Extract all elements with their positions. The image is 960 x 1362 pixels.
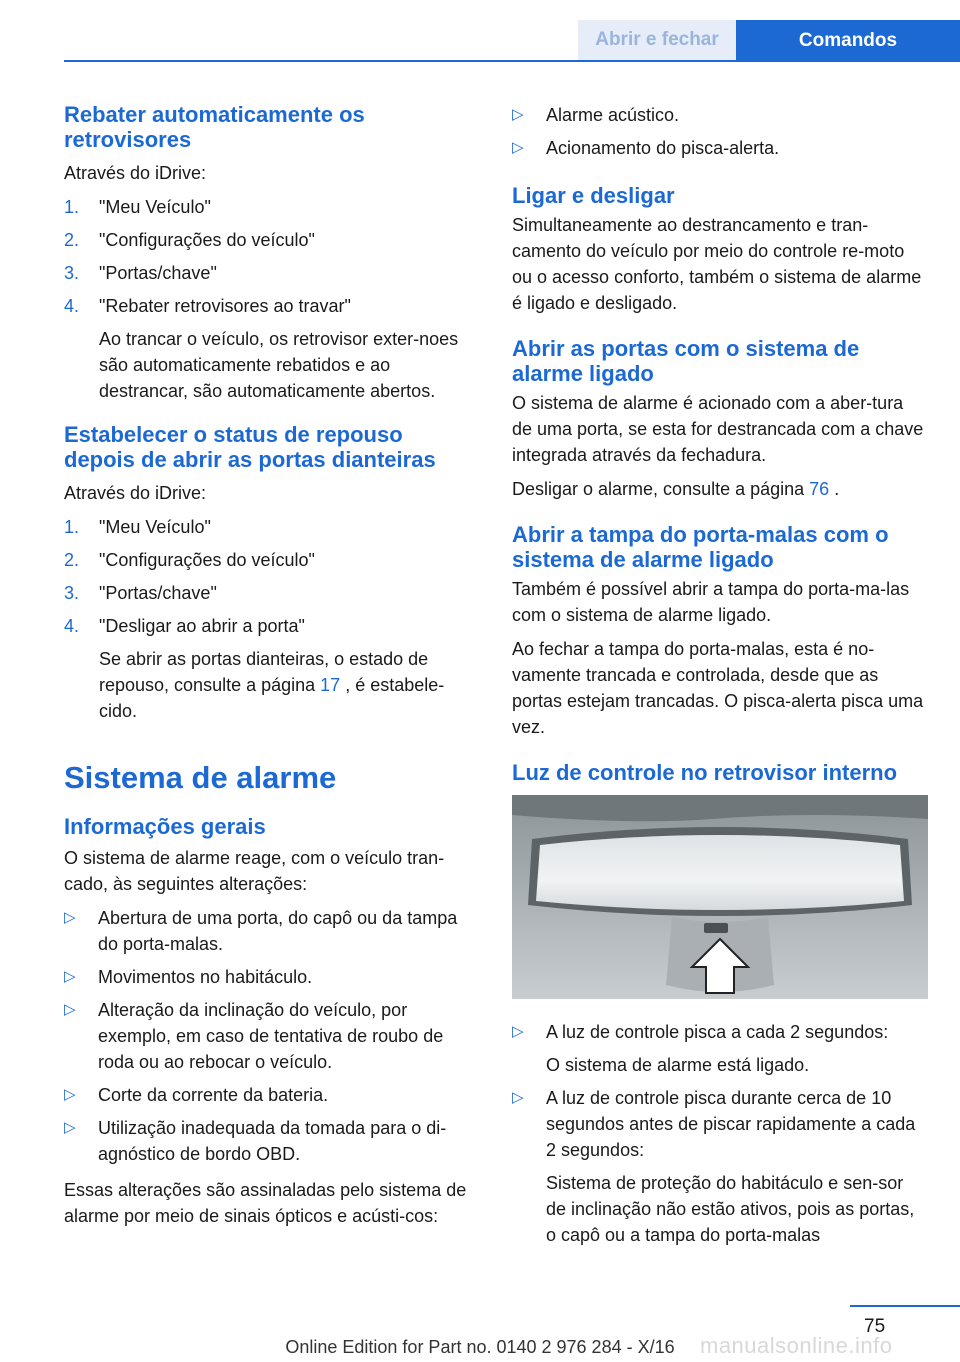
list-item: ▷ Alteração da inclinação do veículo, por exemplo, em caso de tentativa de roubo de roda ou ao rebocar o veículo. [64,997,478,1075]
tab-chapter: Comandos [736,20,960,62]
section-title-on-off: Ligar e desligar [512,183,675,208]
section-title-indicator: Luz de controle no retrovisor interno [512,760,898,785]
section-title-fold-mirrors: Rebater automaticamente os retrovisores [64,102,365,152]
list-item: ▷ Acionamento do pisca-alerta. [512,135,928,161]
step-item: 2. "Configurações do veículo" [64,550,315,570]
on-off-text: Simultaneamente ao destrancamento e tran-camento do veículo por meio do controle re-moto ou o acesso conforto, também o sistema de alarme é ligado e desligado. [512,215,922,313]
alarm-signals-list [512,102,928,161]
step-item: 1. "Meu Veículo" [64,517,211,537]
triangle-bullet-icon: ▷ [64,1086,76,1103]
step-note: Se abrir as portas dianteiras, o estado de repouso, consulte a página 17 , é estabele-cido. [99,649,445,721]
page-link-76[interactable]: 76 [809,479,830,499]
step-item: 4. "Desligar ao abrir a porta" Se abrir as portas dianteiras, o estado de repouso, consulte a página 17 , é estabele-cido. [64,613,478,724]
idrive-intro: Através do iDrive: [64,483,207,503]
step-item: 1. "Meu Veículo" [64,197,211,217]
trunk-text-1: Também é possível abrir a tampa do porta-ma-las com o sistema de alarme ligado. [512,579,910,625]
left-column [64,102,478,1237]
page-header [0,0,960,62]
section-title-rest-state: Estabelecer o status de repouso depois de abrir as portas dianteiras [64,422,436,472]
list-item: ▷ Alarme acústico. [512,102,928,128]
list-item: ▷ Movimentos no habitáculo. [64,964,478,990]
rearview-mirror-photo [512,795,928,999]
triangle-bullet-icon: ▷ [512,139,524,156]
open-doors-text: O sistema de alarme é acionado com a aber-tura de uma porta, se esta for destrancada com a chave integrada através da fechadura. [512,393,924,465]
step-item: 2. "Configurações do veículo" [64,230,315,250]
list-item: ▷ Abertura de uma porta, do capô ou da tampa do porta-malas. [64,905,478,957]
chapter-title-alarm: Sistema de alarme [64,760,337,795]
right-column [512,102,928,1258]
page-number-rule [850,1305,960,1307]
idrive-intro: Através do iDrive: [64,163,207,183]
steps-rest-state [64,514,478,724]
step-item: 3. "Portas/chave" [64,583,217,603]
disable-alarm-ref: Desligar o alarme, consulte a página 76 . [512,479,840,499]
triangle-bullet-icon: ▷ [512,1089,524,1106]
section-title-trunk: Abrir a tampa do porta-malas com o sistema de alarme ligado [512,522,889,572]
triangle-bullet-icon: ▷ [64,1119,76,1136]
trunk-text-2: Ao fechar a tampa do porta-malas, esta é no-vamente trancada e controlada, desde que as portas estejam trancadas. O pisca-alerta pisca uma vez. [512,639,924,737]
section-title-open-doors: Abrir as portas com o sistema de alarme ligado [512,336,860,386]
list-item: ▷ Utilização inadequada da tomada para o di-agnóstico de bordo OBD. [64,1115,478,1167]
triangle-bullet-icon: ▷ [512,106,524,123]
list-item: ▷ A luz de controle pisca a cada 2 segundos: O sistema de alarme está ligado. [512,1019,928,1078]
triangle-bullet-icon: ▷ [512,1023,524,1040]
watermark: manualsonline.info [700,1333,893,1358]
footer-edition: Online Edition for Part no. 0140 2 976 284 - X/16 [285,1337,675,1357]
page-number: 75 [864,1316,886,1337]
steps-fold-mirrors [64,194,478,404]
step-item: 3. "Portas/chave" [64,263,217,283]
general-info-intro: O sistema de alarme reage, com o veículo tran-cado, às seguintes alterações: [64,848,445,894]
general-info-outro: Essas alterações são assinaladas pelo sistema de alarme por meio de sinais ópticos e acústi-cos: [64,1180,467,1226]
triangle-bullet-icon: ▷ [64,1001,76,1018]
step-item: 4. "Rebater retrovisores ao travar" Ao trancar o veículo, os retrovisor exter-noes são automaticamente rebatidos e ao destrancar, são automaticamente abertos. [64,293,478,404]
list-item: ▷ Corte da corrente da bateria. [64,1082,478,1108]
alarm-triggers-list [64,905,478,1167]
list-item: ▷ A luz de controle pisca durante cerca de 10 segundos antes de piscar rapidamente a cada 2 segundos: Sistema de proteção do habitáculo e sen-sor de inclinação não estão ativos, pois as portas, o capô ou a tampa do porta-malas [512,1085,928,1248]
page-link-17[interactable]: 17 [320,675,341,695]
header-rule [64,60,960,62]
step-note: Ao trancar o veículo, os retrovisor exter-noes são automaticamente rebatidos e ao destrancar, são automaticamente abertos. [99,329,459,401]
section-title-general-info: Informações gerais [64,814,266,839]
tab-section: Abrir e fechar [578,20,736,60]
indicator-list [512,1019,928,1248]
triangle-bullet-icon: ▷ [64,968,76,985]
triangle-bullet-icon: ▷ [64,909,76,926]
